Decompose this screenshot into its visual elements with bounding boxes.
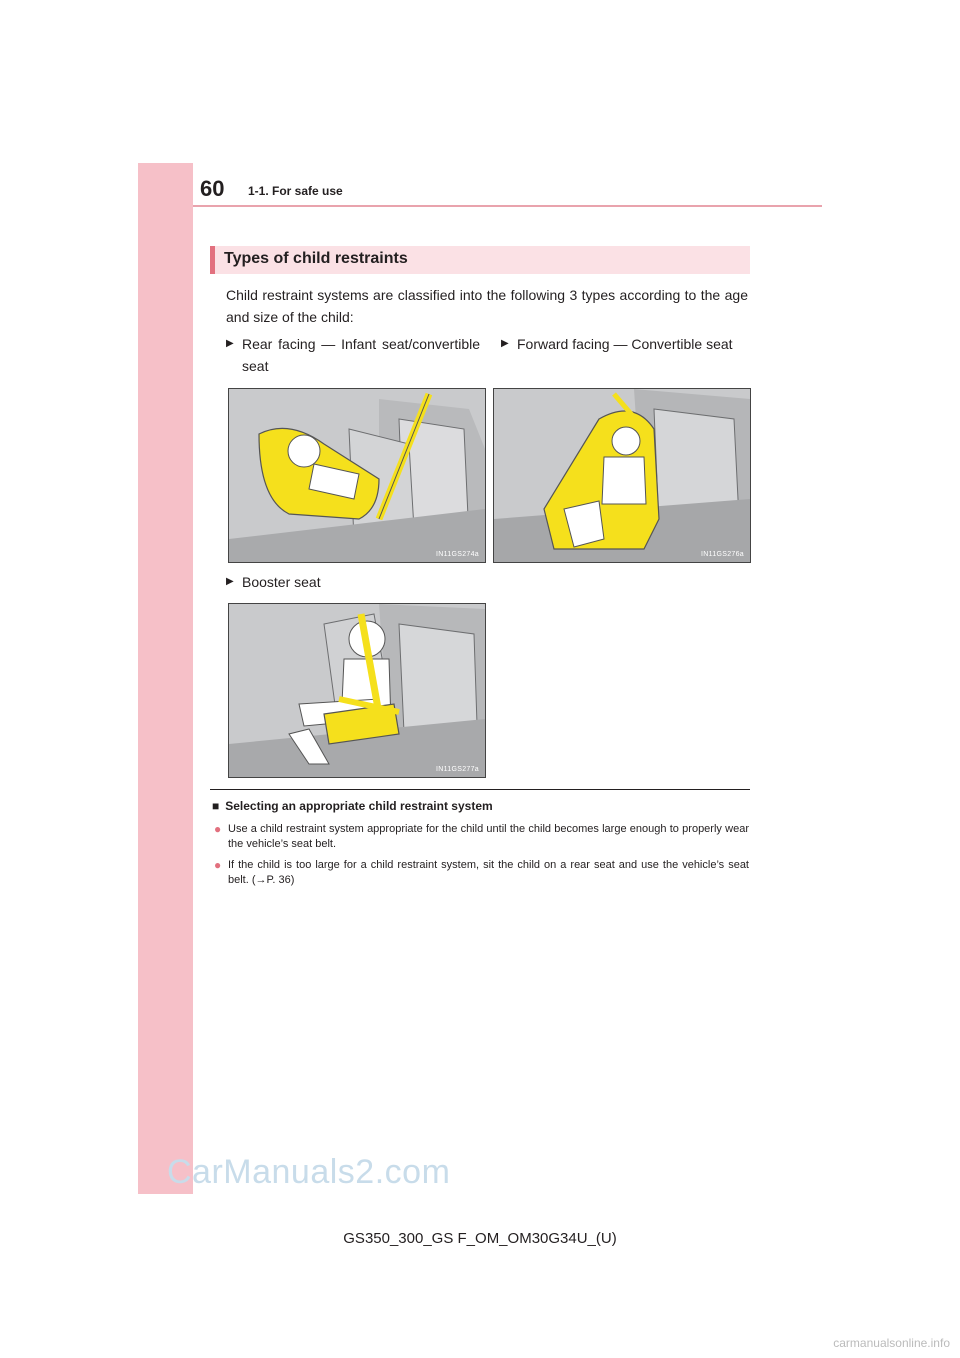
figure-booster-seat	[228, 603, 486, 778]
figure-code: IN11GS274a	[436, 551, 479, 558]
bullet-rear-facing	[226, 333, 480, 377]
notes-heading-text: Selecting an appropriate child restraint system	[225, 799, 493, 813]
figure-code: IN11GS276a	[701, 551, 744, 558]
triangle-bullet-icon: ▶	[226, 576, 234, 587]
note-text: Use a child restraint system appropriate for the child until the child becomes large enough to properly wear the vehicle’s seat belt.	[228, 823, 749, 850]
watermark-carmanualsonline: carmanualsonline.info	[833, 1336, 950, 1350]
square-bullet-icon: ■	[212, 799, 220, 813]
bullet-forward-facing	[501, 333, 745, 355]
note-item	[214, 822, 749, 852]
forward-facing-seat-illustration	[494, 389, 750, 562]
note-item	[214, 858, 749, 888]
figure-rear-facing-seat	[228, 388, 486, 563]
footer-document-code: GS350_300_GS F_OM_OM30G34U_(U)	[343, 1230, 617, 1247]
note-text: If the child is too large for a child restraint system, sit the child on a rear seat and use the vehicle’s seat belt. (→P. 36)	[228, 859, 749, 886]
bullet-text: Forward facing — Convertible seat	[517, 336, 733, 352]
watermark-carmanuals2: CarManuals2.com	[167, 1153, 451, 1191]
bullet-text: Rear facing — Infant seat/convertible seat	[242, 336, 480, 374]
circle-bullet-icon: ●	[214, 822, 222, 836]
header-divider	[193, 205, 822, 207]
triangle-bullet-icon: ▶	[226, 338, 234, 349]
rear-facing-seat-illustration	[229, 389, 485, 562]
figure-forward-facing-seat	[493, 388, 751, 563]
notes-heading	[212, 799, 493, 813]
section-breadcrumb: 1-1. For safe use	[248, 184, 343, 198]
side-tab-band	[138, 163, 193, 1194]
bullet-text: Booster seat	[242, 574, 321, 590]
bullet-booster	[226, 571, 480, 593]
title-accent-bar	[210, 246, 215, 274]
section-title-box	[210, 246, 750, 274]
page-number: 60	[200, 176, 225, 201]
booster-seat-illustration	[229, 604, 485, 777]
figure-code: IN11GS277a	[436, 766, 479, 773]
triangle-bullet-icon: ▶	[501, 338, 509, 349]
notes-divider	[210, 789, 750, 790]
intro-paragraph: Child restraint systems are classified into the following 3 types according to the age and size of the child:	[226, 287, 748, 325]
circle-bullet-icon: ●	[214, 858, 222, 872]
section-title: Types of child restraints	[224, 250, 408, 267]
